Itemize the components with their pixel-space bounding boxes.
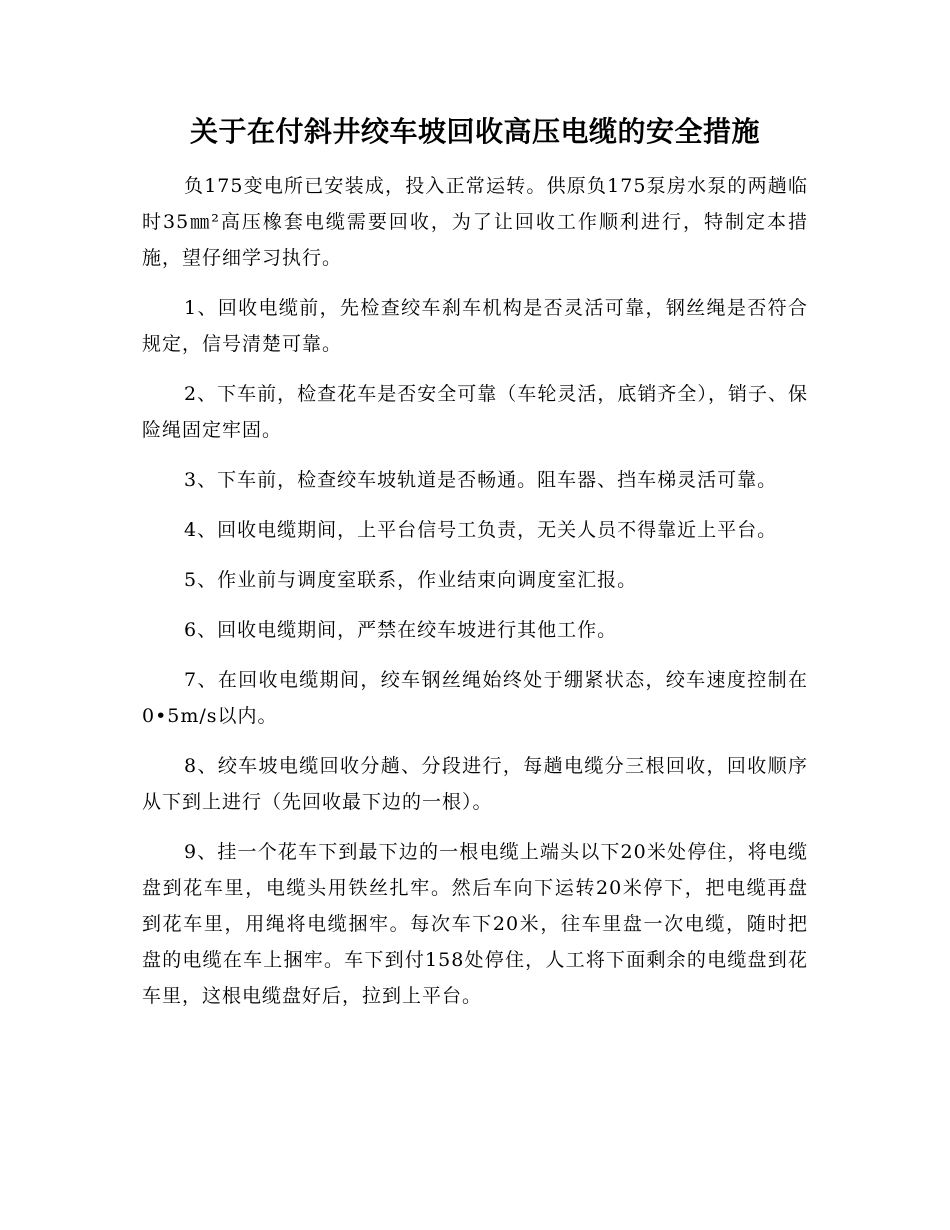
measure-item-1: 1、回收电缆前，先检查绞车刹车机构是否灵活可靠，钢丝绳是否符合规定，信号清楚可靠。 — [142, 297, 808, 355]
measure-item-5: 5、作业前与调度室联系，作业结束向调度室汇报。 — [184, 569, 638, 591]
measure-item-6: 6、回收电缆期间，严禁在绞车坡进行其他工作。 — [184, 619, 618, 641]
document-body — [142, 168, 808, 1028]
intro-paragraph: 负175变电所已安装成，投入正常运转。供原负175泵房水泵的两趟临时35㎜²高压橡套电缆需要回收，为了让回收工作顺利进行，特制定本措施，望仔细学习执行。 — [142, 175, 808, 269]
document-title: 关于在付斜井绞车坡回收高压电缆的安全措施 — [189, 115, 760, 148]
measure-item-8: 8、绞车坡电缆回收分趟、分段进行，每趟电缆分三根回收，回收顺序从下到上进行（先回收最下边的一根）。 — [142, 755, 808, 813]
measure-item-9: 9、挂一个花车下到最下边的一根电缆上端头以下20米处停住，将电缆盘到花车里，电缆头用铁丝扎牢。然后车向下运转20米停下，把电缆再盘到花车里，用绳将电缆捆牢。每次车下20米，往车里盘一次电缆，随时把盘的电缆在车上捆牢。车下到付158处停住，人工将下面剩余的电缆盘到花车里，这根电缆盘好后，拉到上平台。 — [142, 841, 808, 1007]
measure-item-3: 3、下车前，检查绞车坡轨道是否畅通。阻车器、挡车梯灵活可靠。 — [184, 469, 778, 491]
measure-item-2: 2、下车前，检查花车是否安全可靠（车轮灵活，底销齐全），销子、保险绳固定牢固。 — [142, 383, 808, 441]
measure-item-7: 7、在回收电缆期间，绞车钢丝绳始终处于绷紧状态，绞车速度控制在0•5m/s以内。 — [142, 669, 808, 727]
measure-item-4: 4、回收电缆期间，上平台信号工负责，无关人员不得靠近上平台。 — [184, 519, 778, 541]
